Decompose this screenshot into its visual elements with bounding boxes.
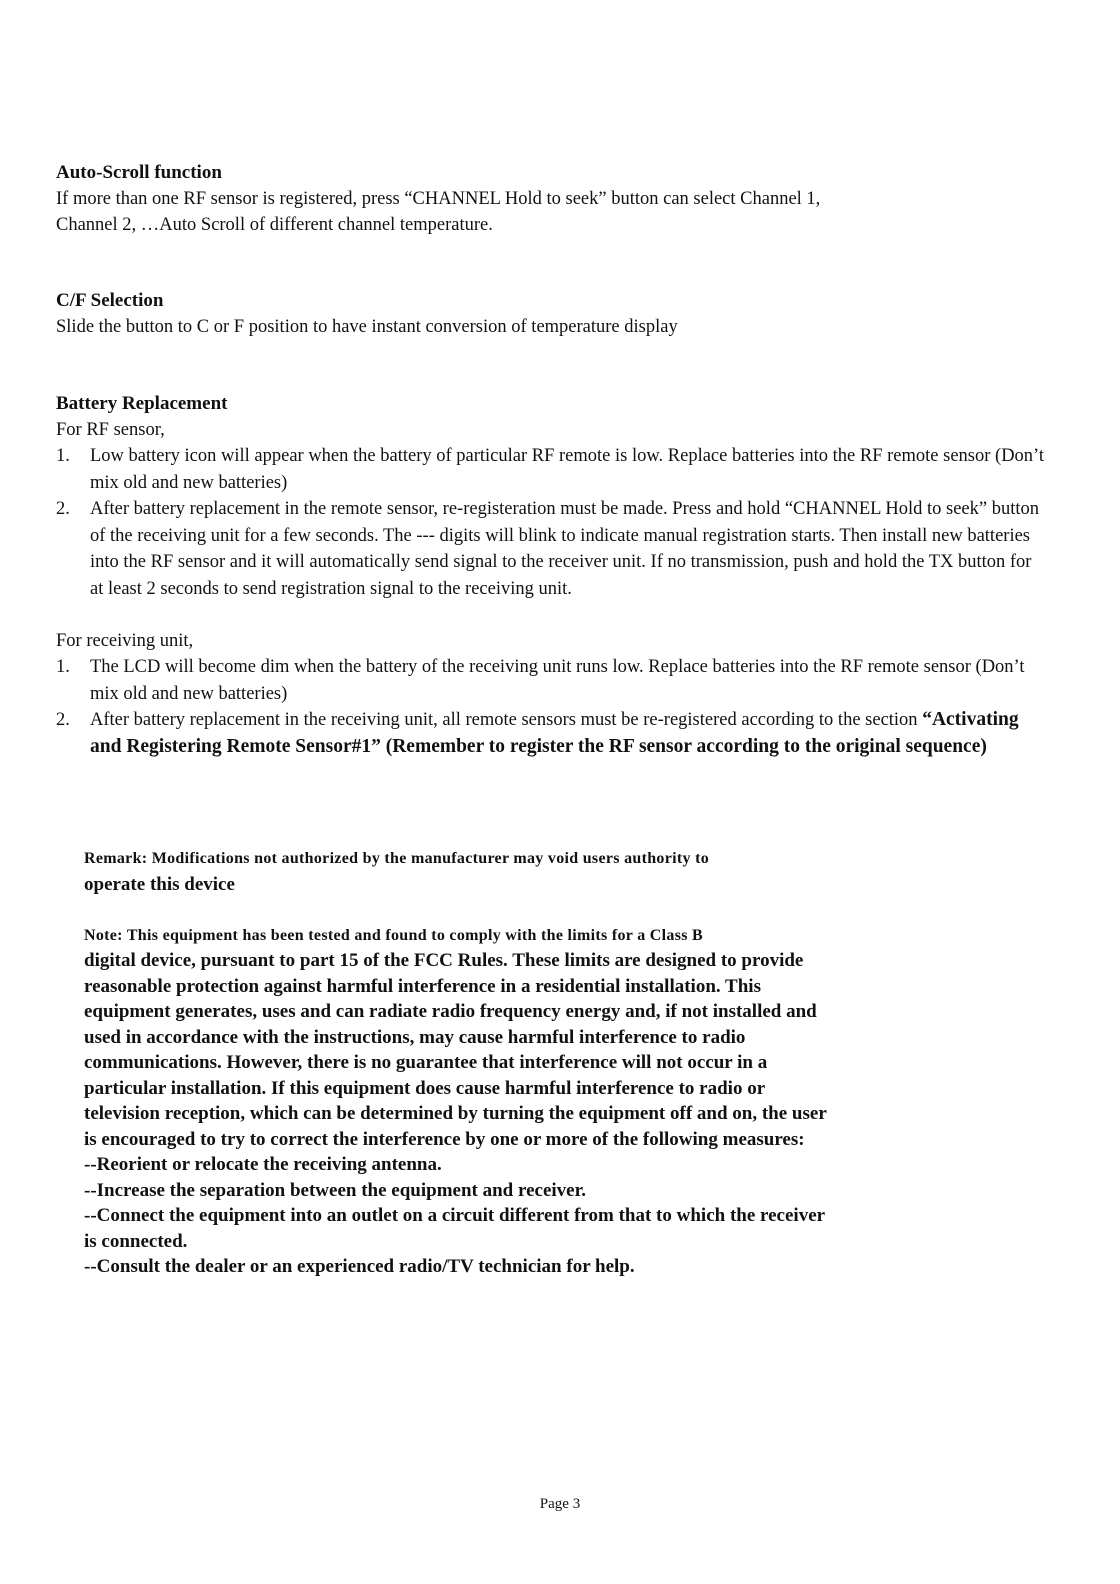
list-item: [56, 707, 1046, 760]
note-line: --Increase the separation between the equipment and receiver.: [84, 1179, 587, 1201]
list-item: [56, 654, 1046, 707]
note-line: reasonable protection against harmful interference in a residential installation. This: [84, 975, 761, 997]
fcc-note-section: [84, 924, 1044, 1280]
auto-scroll-line-2: Channel 2, …Auto Scroll of different channel temperature.: [56, 215, 493, 235]
note-line: is connected.: [84, 1230, 188, 1252]
rf-sensor-intro: For RF sensor,: [56, 420, 165, 440]
list-text: After battery replacement in the receiving unit, all remote sensors must be re-registered according to the section: [90, 710, 923, 730]
remark-section: [84, 846, 1044, 898]
note-line: used in accordance with the instructions, may cause harmful interference to radio: [84, 1026, 746, 1048]
note-line: television reception, which can be determined by turning the equipment off and on, the user: [84, 1103, 827, 1124]
list-number: 2.: [56, 710, 70, 730]
note-line: is encouraged to try to correct the interference by one or more of the following measures:: [84, 1128, 805, 1150]
note-line: --Reorient or relocate the receiving antenna.: [84, 1154, 442, 1175]
note-line: --Connect the equipment into an outlet on a circuit different from that to which the receiver: [84, 1205, 826, 1226]
remark-line-1: Remark: Modifications not authorized by the manufacturer may void users authority to: [84, 850, 710, 867]
list-text: Low battery icon will appear when the battery of particular RF remote is low. Replace batteries into the RF remote sensor (Don’t mix old and new batteries): [90, 446, 1045, 493]
battery-section: [56, 391, 1046, 760]
list-item: [56, 443, 1046, 496]
note-line: communications. However, there is no guarantee that interference will not occur in a: [84, 1052, 768, 1073]
remark-line-2: operate this device: [84, 874, 235, 895]
note-line: digital device, pursuant to part 15 of the FCC Rules. These limits are designed to provide: [84, 950, 804, 971]
note-line: equipment generates, uses and can radiate radio frequency energy and, if not installed and: [84, 1001, 817, 1022]
note-first-line: Note: This equipment has been tested and found to comply with the limits for a Class B: [84, 927, 704, 944]
list-text-bold: “Activating and Registering Remote Sensor#1” (Remember to register the RF sensor according to the original sequence): [90, 709, 1019, 757]
list-text: After battery replacement in the remote sensor, re-registeration must be made. Press and hold “CHANNEL Hold to seek” button of the receiving unit for a few seconds. The --- digits will blink to indicate manual registration starts. Then install new batteries into the RF sensor and it will automatically send signal to the receiver unit. If no transmission, push and hold the TX button for at least 2 seconds to send registration signal to the receiving unit.: [90, 499, 1039, 599]
note-line: --Consult the dealer or an experienced radio/TV technician for help.: [84, 1256, 635, 1277]
battery-heading: Battery Replacement: [56, 393, 228, 414]
auto-scroll-line-1: If more than one RF sensor is registered, press “CHANNEL Hold to seek” button can select Channel 1,: [56, 189, 821, 209]
cf-selection-text: Slide the button to C or F position to have instant conversion of temperature display: [56, 317, 678, 337]
cf-selection-section: [56, 288, 1046, 340]
list-number: 1.: [56, 657, 70, 677]
auto-scroll-heading: Auto-Scroll function: [56, 162, 222, 183]
list-number: 1.: [56, 446, 70, 466]
rf-sensor-list: [56, 443, 1046, 602]
list-item: [56, 496, 1046, 602]
page-number: Page 3: [539, 1496, 581, 1512]
cf-selection-heading: C/F Selection: [56, 290, 164, 311]
receiving-unit-list: [56, 654, 1046, 760]
note-line: particular installation. If this equipment does cause harmful interference to radio or: [84, 1077, 766, 1099]
list-text: The LCD will become dim when the battery of the receiving unit runs low. Replace batteries into the RF remote sensor (Don’t mix old and new batteries): [90, 657, 1025, 704]
auto-scroll-section: [56, 160, 1046, 238]
list-number: 2.: [56, 499, 70, 519]
receiving-unit-intro: For receiving unit,: [56, 631, 194, 651]
